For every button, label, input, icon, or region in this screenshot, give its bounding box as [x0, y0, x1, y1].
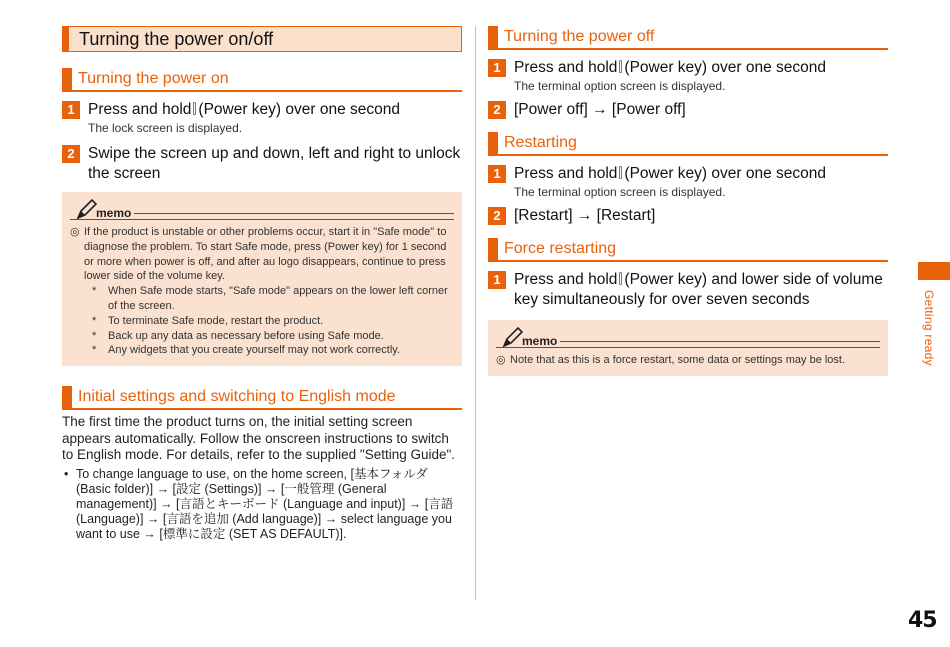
power-key-icon: [619, 166, 622, 179]
step-number: 1: [488, 165, 506, 183]
step-text: Press and hold (Power key) over one second: [514, 59, 827, 76]
restart-step-2: [488, 206, 888, 226]
memo-bullet: * To terminate Safe mode, restart the product.: [92, 314, 324, 327]
memo-rule: [560, 341, 880, 342]
chapter-label: Getting ready: [922, 290, 936, 366]
power-off-step-1: [488, 58, 888, 94]
memo-bullet: * Back up any data as necessary before using Safe mode.: [92, 329, 384, 342]
right-column: [488, 26, 888, 376]
section-title-power-on: Turning the power on: [62, 68, 462, 92]
step-result: The terminal option screen is displayed.: [514, 79, 726, 93]
memo-bullet: * When Safe mode starts, "Safe mode" appears on the lower left corner of the screen.: [92, 285, 448, 312]
memo-bullet: * Any widgets that you create yourself may not work correctly.: [92, 344, 401, 357]
chapter-tab: [918, 262, 950, 280]
force-restart-step-1: [488, 270, 888, 310]
page-number: 45: [908, 608, 937, 633]
step-number: 1: [62, 101, 80, 119]
section-title-power-off: Turning the power off: [488, 26, 888, 50]
step-number: 2: [488, 101, 506, 119]
memo-paragraph: [496, 353, 880, 368]
memo-header: [70, 198, 454, 220]
memo-header: [496, 326, 880, 348]
memo-paragraph: [70, 225, 454, 284]
step-text: Swipe the screen up and down, left and right to unlock the screen: [88, 145, 461, 182]
power-key-icon: [193, 102, 196, 115]
memo-mark: ◎: [70, 226, 80, 238]
language-bullet: • To change language to use, on the home screen, [基本フォルダ (Basic folder)] → [設定 (Settings)] → [一般管理 (General management)] → [言語とキーボード (Language and input)] → [言語 (Language)] → [言語を追加 (Add language)] → select language you want to use → [標準に設定 (SET AS DEFAULT)].: [64, 467, 462, 542]
memo-paragraph-text: Note that as this is a force restart, some data or settings may be lost.: [510, 354, 846, 366]
step-number: 2: [488, 207, 506, 225]
memo-label: memo: [96, 206, 132, 220]
memo-box-force-restart: [488, 320, 888, 376]
restart-step-1: [488, 164, 888, 200]
step-text: Press and hold (Power key) over one second: [88, 101, 401, 118]
memo-box-safe-mode: [62, 192, 462, 366]
column-divider: [475, 26, 476, 600]
power-on-step-2: [62, 144, 462, 184]
power-key-icon: [619, 272, 622, 285]
power-key-icon: [619, 60, 622, 73]
step-text: [Restart] → [Restart]: [514, 207, 656, 224]
section-title-restarting: Restarting: [488, 132, 888, 156]
memo-mark: ◎: [496, 354, 506, 366]
memo-paragraph-text: If the product is unstable or other problems occur, start it in "Safe mode" to diagnose the problem. To start Safe mode, press (Power key) for 1 second or more when power is off, and after au logo disappears, continue to press lower side of the volume key.: [84, 226, 447, 283]
step-number: 1: [488, 59, 506, 77]
step-text-rest: (Power key) over one second: [198, 101, 401, 118]
initial-settings-body: The first time the product turns on, the initial setting screen appears automatically. Follow the onscreen instructions to switch to English mode. For details, refer to the supplied "Setting Guide".: [62, 414, 456, 463]
step-text: Press and hold (Power key) and lower side of volume key simultaneously for over seven seconds: [514, 271, 883, 308]
section-title-initial-settings: Initial settings and switching to English mode: [62, 386, 462, 410]
power-off-step-2: [488, 100, 888, 120]
memo-rule: [134, 213, 454, 214]
step-result: The terminal option screen is displayed.: [514, 185, 726, 199]
memo-bullet-list: [70, 284, 454, 358]
page-title: Turning the power on/off: [62, 26, 462, 52]
memo-rule-bottom: [70, 219, 454, 220]
step-text: [Power off] → [Power off]: [514, 101, 686, 118]
memo-rule-bottom: [496, 347, 880, 348]
left-column: [62, 26, 462, 542]
step-number: 2: [62, 145, 80, 163]
step-number: 1: [488, 271, 506, 289]
power-on-step-1: [62, 100, 462, 136]
step-result: The lock screen is displayed.: [88, 121, 243, 135]
step-text: Press and hold (Power key) over one second: [514, 165, 827, 182]
language-bullet-text: To change language to use, on the home screen, [基本フォルダ (Basic folder)] → [設定 (Settings)] → [一般管理 (General management)] → [言語とキーボード (Language and input)] → [言語 (Language)] → [言語を追加 (Add language)] → select language you want to use → [標準に設定 (SET AS DEFAULT)].: [76, 466, 454, 541]
section-title-force-restarting: Force restarting: [488, 238, 888, 262]
memo-label: memo: [522, 334, 558, 348]
